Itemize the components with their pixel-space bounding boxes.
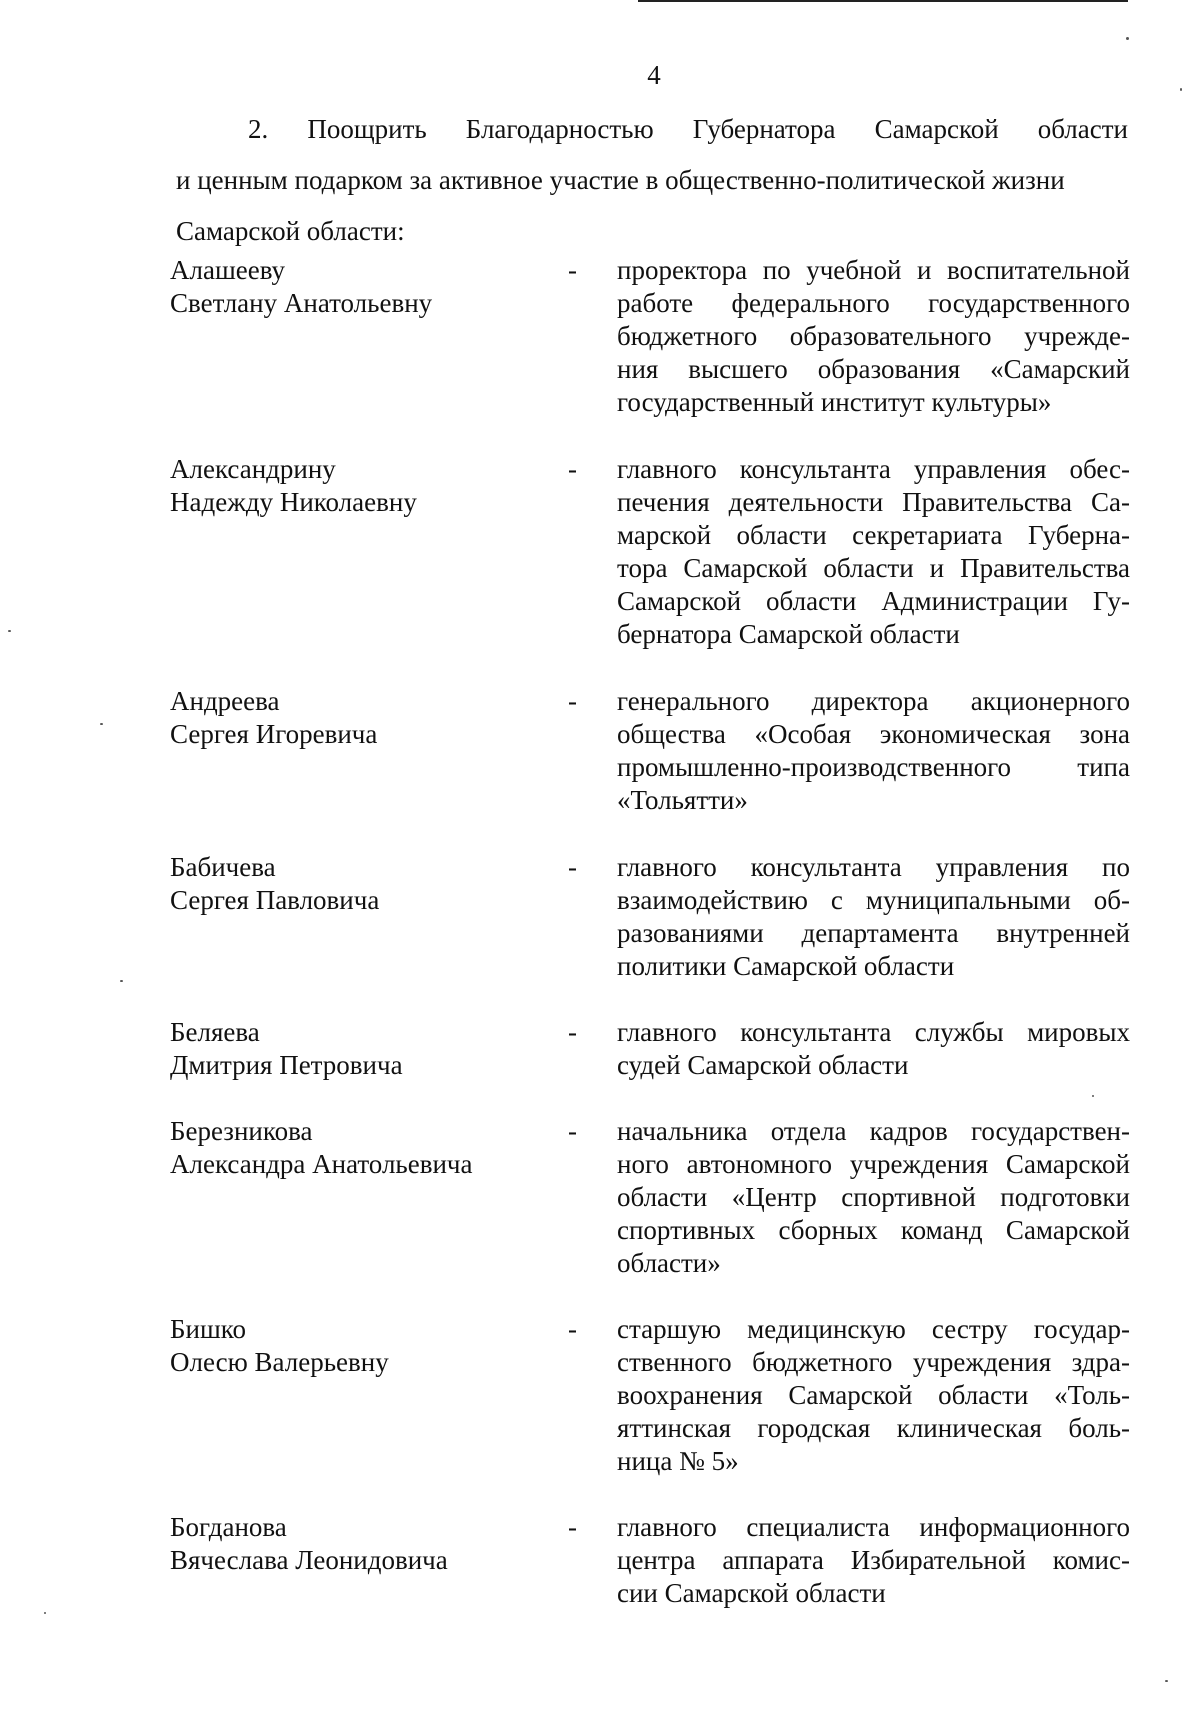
- position-line: сии Самарской области: [617, 1578, 886, 1608]
- person-name: [170, 1016, 570, 1082]
- position-line: начальника отдела кадров государствен-: [617, 1116, 1130, 1146]
- position-line: промышленно-производственного типа: [617, 752, 1130, 782]
- person-surname: Алашееву: [170, 255, 286, 285]
- position-line: яттинская городская клиническая боль-: [617, 1413, 1130, 1443]
- position-line: марской области секретариата Губерна-: [617, 520, 1130, 550]
- dash-separator: -: [568, 1512, 577, 1542]
- scan-speck: [1165, 1680, 1168, 1682]
- person-position: [617, 1313, 1130, 1478]
- position-line: бернатора Самарской области: [617, 619, 960, 649]
- position-line: «Тольятти»: [617, 785, 748, 815]
- person-position: [617, 851, 1130, 983]
- position-line: государственный институт культуры»: [617, 387, 1052, 417]
- person-surname: Бишко: [170, 1314, 246, 1344]
- intro-line-3: Самарской области:: [176, 216, 405, 246]
- position-line: работе федерального государственного: [617, 288, 1130, 318]
- person-name: [170, 1313, 570, 1379]
- person-name: [170, 685, 570, 751]
- dash-separator: -: [568, 1116, 577, 1146]
- dash-separator: -: [568, 686, 577, 716]
- person-position: [617, 453, 1130, 651]
- position-line: разованиями департамента внутренней: [617, 918, 1130, 948]
- person-given-names: Надежду Николаевну: [170, 487, 417, 517]
- person-name: [170, 453, 570, 519]
- dash-separator: -: [568, 454, 577, 484]
- person-name: [170, 1511, 570, 1577]
- person-position: [617, 685, 1130, 817]
- position-line: старшую медицинскую сестру государ-: [617, 1314, 1130, 1344]
- position-line: главного консультанта управления по: [617, 852, 1130, 882]
- scan-speck: [1092, 1095, 1094, 1097]
- position-line: проректора по учебной и воспитательной: [617, 255, 1130, 285]
- person-surname: Андреева: [170, 686, 280, 716]
- position-line: главного консультанта службы мировых: [617, 1017, 1130, 1047]
- person-given-names: Светлану Анатольевну: [170, 288, 433, 318]
- position-line: центра аппарата Избирательной комис-: [617, 1545, 1130, 1575]
- scan-speck: [100, 723, 103, 725]
- person-name: [170, 1115, 570, 1181]
- scan-speck: [120, 980, 123, 982]
- intro-paragraph: [176, 104, 1128, 257]
- dash-separator: -: [568, 255, 577, 285]
- position-line: ственного бюджетного учреждения здра-: [617, 1347, 1130, 1377]
- person-surname: Богданова: [170, 1512, 287, 1542]
- person-given-names: Александра Анатольевича: [170, 1149, 473, 1179]
- top-rule: [638, 0, 1128, 2]
- position-line: области»: [617, 1248, 721, 1278]
- dash-separator: -: [568, 1314, 577, 1344]
- person-surname: Беляева: [170, 1017, 260, 1047]
- person-surname: Березникова: [170, 1116, 313, 1146]
- position-line: Самарской области Администрации Гу-: [617, 586, 1130, 616]
- intro-line-2: и ценным подарком за активное участие в общественно-политической жизни: [176, 165, 1065, 195]
- position-line: ница № 5»: [617, 1446, 739, 1476]
- person-surname: Бабичева: [170, 852, 276, 882]
- position-line: ного автономного учреждения Самарской: [617, 1149, 1130, 1179]
- scan-speck: [44, 1612, 46, 1614]
- dash-separator: -: [568, 1017, 577, 1047]
- position-line: генерального директора акционерного: [617, 686, 1130, 716]
- person-position: [617, 254, 1130, 419]
- person-name: [170, 851, 570, 917]
- scan-speck: [8, 630, 11, 632]
- scan-speck: [1126, 37, 1129, 40]
- intro-line-1: 2. Поощрить Благодарностью Губернатора Самарской области: [248, 114, 1128, 144]
- person-given-names: Вячеслава Леонидовича: [170, 1545, 448, 1575]
- person-position: [617, 1016, 1130, 1082]
- position-line: ния высшего образования «Самарский: [617, 354, 1130, 384]
- person-given-names: Дмитрия Петровича: [170, 1050, 403, 1080]
- person-position: [617, 1511, 1130, 1610]
- position-line: тора Самарской области и Правительства: [617, 553, 1130, 583]
- position-line: главного консультанта управления обес-: [617, 454, 1130, 484]
- dash-separator: -: [568, 852, 577, 882]
- position-line: воохранения Самарской области «Толь-: [617, 1380, 1130, 1410]
- position-line: взаимодействию с муниципальными об-: [617, 885, 1130, 915]
- position-line: судей Самарской области: [617, 1050, 909, 1080]
- position-line: области «Центр спортивной подготовки: [617, 1182, 1130, 1212]
- person-name: [170, 254, 570, 320]
- position-line: спортивных сборных команд Самарской: [617, 1215, 1130, 1245]
- position-line: бюджетного образовательного учрежде-: [617, 321, 1130, 351]
- person-given-names: Сергея Игоревича: [170, 719, 378, 749]
- position-line: главного специалиста информационного: [617, 1512, 1130, 1542]
- page-number: 4: [647, 60, 661, 90]
- position-line: общества «Особая экономическая зона: [617, 719, 1130, 749]
- person-surname: Александрину: [170, 454, 336, 484]
- position-line: печения деятельности Правительства Са-: [617, 487, 1130, 517]
- position-line: политики Самарской области: [617, 951, 955, 981]
- person-position: [617, 1115, 1130, 1280]
- scan-speck: [1180, 88, 1182, 91]
- person-given-names: Олесю Валерьевну: [170, 1347, 389, 1377]
- person-given-names: Сергея Павловича: [170, 885, 380, 915]
